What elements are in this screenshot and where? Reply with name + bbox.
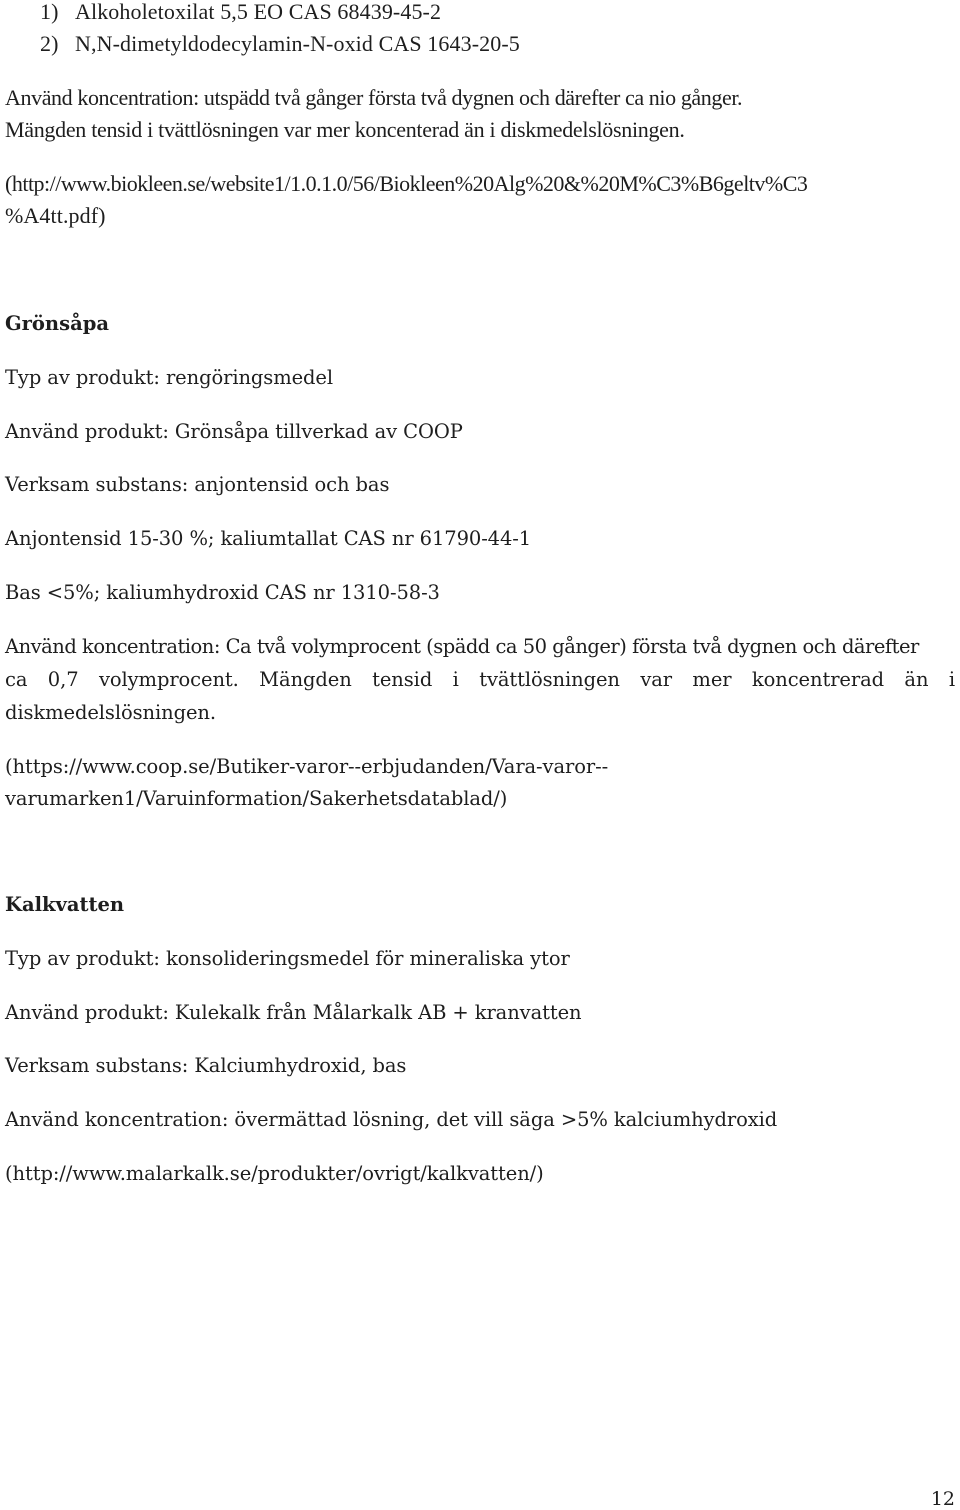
gronsapa-source-line-1: (https://www.coop.se/Butiker-varor--erbjudanden/Vara-varor-- bbox=[5, 755, 609, 778]
kalkvatten-source: (http://www.malarkalk.se/produkter/ovrigt/kalkvatten/) bbox=[5, 1162, 544, 1185]
gronsapa-koncentration-line-3: diskmedelslösningen. bbox=[5, 701, 216, 724]
list-item-1 bbox=[40, 0, 955, 24]
intro-source-line-2: %A4tt.pdf) bbox=[5, 203, 106, 228]
gronsapa-bas: Bas <5%; kaliumhydroxid CAS nr 1310-58-3 bbox=[5, 581, 440, 604]
kalkvatten-produkt: Använd produkt: Kulekalk från Målarkalk AB + kranvatten bbox=[5, 1001, 582, 1024]
page-number: 12 bbox=[930, 1488, 955, 1510]
intro-source-line-1: (http://www.biokleen.se/website1/1.0.1.0/56/Biokleen%20Alg%20&%20M%C3%B6geltv%C3 bbox=[5, 171, 808, 196]
gronsapa-koncentration-line-2: ca 0,7 volymprocent. Mängden tensid i tvättlösningen var mer koncentrerad än i bbox=[5, 668, 955, 691]
intro-concentration-line-2: Mängden tensid i tvättlösningen var mer koncenterad än i diskmedelslösningen. bbox=[5, 117, 685, 142]
gronsapa-substans: Verksam substans: anjontensid och bas bbox=[5, 473, 390, 496]
kalkvatten-substans: Verksam substans: Kalciumhydroxid, bas bbox=[5, 1054, 407, 1077]
list-number: 1) bbox=[40, 0, 59, 24]
gronsapa-produkt: Använd produkt: Grönsåpa tillverkad av COOP bbox=[5, 420, 463, 443]
list-item-2 bbox=[40, 32, 955, 56]
intro-concentration-line-1: Använd koncentration: utspädd två gånger första två dygnen och därefter ca nio gånger. bbox=[5, 85, 743, 110]
list-text: Alkoholetoxilat 5,5 EO CAS 68439-45-2 bbox=[75, 0, 442, 24]
kalkvatten-typ: Typ av produkt: konsolideringsmedel för mineraliska ytor bbox=[5, 947, 570, 970]
section-heading-kalkvatten: Kalkvatten bbox=[5, 893, 125, 916]
kalkvatten-koncentration: Använd koncentration: övermättad lösning, det vill säga >5% kalciumhydroxid bbox=[5, 1108, 778, 1131]
section-heading-gronsapa: Grönsåpa bbox=[5, 312, 109, 335]
gronsapa-source-line-2: varumarken1/Varuinformation/Sakerhetsdatablad/) bbox=[5, 787, 508, 810]
list-number: 2) bbox=[40, 31, 59, 56]
gronsapa-typ: Typ av produkt: rengöringsmedel bbox=[5, 366, 333, 389]
gronsapa-koncentration-line-1: Använd koncentration: Ca två volymprocent (spädd ca 50 gånger) första två dygnen och därefter bbox=[5, 635, 919, 658]
list-text: N,N-dimetyldodecylamin-N-oxid CAS 1643-20-5 bbox=[75, 31, 520, 56]
gronsapa-anjontensid: Anjontensid 15-30 %; kaliumtallat CAS nr 61790-44-1 bbox=[5, 527, 532, 550]
